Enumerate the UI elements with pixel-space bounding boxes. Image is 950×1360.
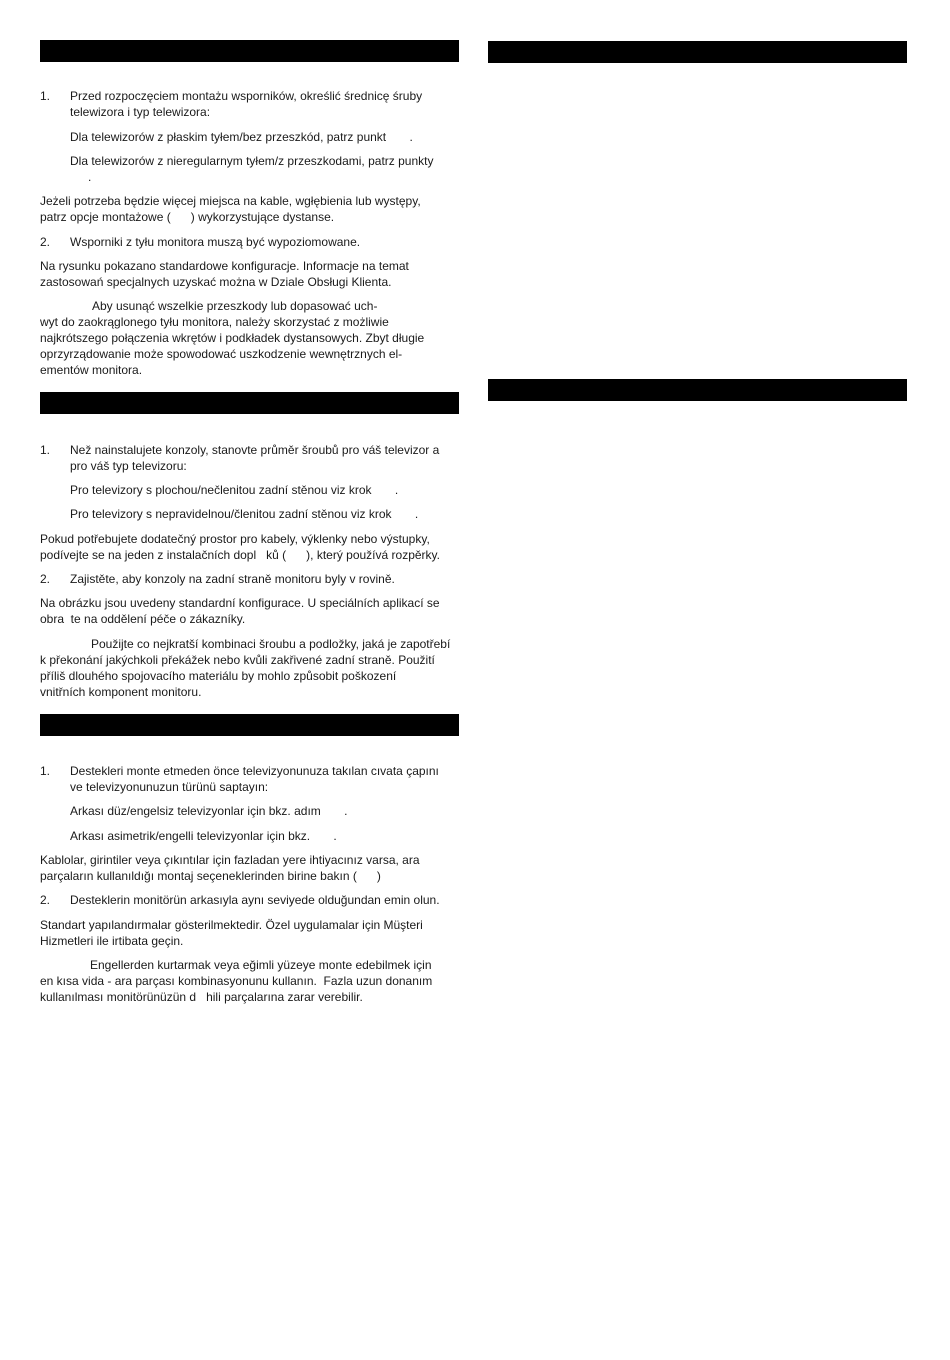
polish-caution-line3: najkrótszego połączenia wkrętów i podkładek dystansowych. Zbyt długie	[40, 331, 425, 345]
polish-step1-line2: telewizora i typ telewizora:	[70, 105, 211, 119]
step-1-number: 1.	[40, 764, 51, 778]
czech-extra-space-line2: podívejte se na jeden z instalačních dopl ků ( ), který používá rozpěrky.	[40, 548, 440, 562]
czech-figure-note-line2: obra te na oddělení péče o zákazníky.	[40, 612, 246, 626]
step-1-number: 1.	[40, 443, 51, 457]
polish-extra-space-line2: patrz opcje montażowe ( ) wykorzystujące dystanse.	[40, 210, 335, 224]
polish-figure-note-line2: zastosowań specjalnych uzyskać można w Dziale Obsługi Klienta.	[40, 275, 392, 289]
polish-caution-line4: oprzyrządowanie może spowodować uszkodzenie wewnętrznych el-	[40, 347, 403, 361]
step-2-number: 2.	[40, 893, 51, 907]
right-section-header-bar-top	[488, 41, 907, 63]
polish-step2: Wsporniki z tyłu monitora muszą być wypoziomowane.	[70, 235, 361, 249]
polish-step1-line1: Przed rozpoczęciem montażu wsporników, określić średnicę śruby	[70, 89, 423, 103]
czech-section-header-bar	[40, 392, 459, 414]
right-section-header-bar-middle	[488, 379, 907, 401]
turkish-step1-line2: ve televizyonunuzun türünü saptayın:	[70, 780, 269, 794]
polish-irregular-back: Dla telewizorów z nieregularnym tyłem/z przeszkodami, patrz punkty	[70, 154, 434, 168]
turkish-caution-line1: Engellerden kurtarmak veya eğimli yüzeye monte edebilmek için	[90, 958, 432, 972]
czech-step1-line1: Než nainstalujete konzoly, stanovte průměr šroubů pro váš televizor a	[70, 443, 440, 457]
polish-figure-note-line1: Na rysunku pokazano standardowe konfiguracje. Informacje na temat	[40, 259, 409, 273]
polish-extra-space-line1: Jeżeli potrzeba będzie więcej miejsca na kable, wgłębienia lub występy,	[40, 194, 421, 208]
polish-caution-line2: wyt do zaokrąglonego tyłu monitora, należy skorzystać z możliwie	[40, 315, 389, 329]
turkish-figure-note-line1: Standart yapılandırmalar gösterilmektedir. Özel uygulamalar için Müşteri	[40, 918, 423, 932]
step-1-number: 1.	[40, 89, 51, 103]
czech-extra-space-line1: Pokud potřebujete dodatečný prostor pro kabely, výklenky nebo výstupky,	[40, 532, 430, 546]
turkish-step1-line1: Destekleri monte etmeden önce televizyonunuza takılan cıvata çapını	[70, 764, 439, 778]
czech-step1-line2: pro váš typ televizoru:	[70, 459, 187, 473]
turkish-irregular-back: Arkası asimetrik/engelli televizyonlar için bkz. .	[70, 829, 337, 843]
step-2-number: 2.	[40, 572, 51, 586]
polish-section-header-bar	[40, 40, 459, 62]
polish-caution-line1: Aby usunąć wszelkie przeszkody lub dopasować uch-	[92, 299, 378, 313]
czech-step2: Zajistěte, aby konzoly na zadní straně monitoru byly v rovině.	[70, 572, 395, 586]
czech-figure-note-line1: Na obrázku jsou uvedeny standardní konfigurace. U speciálních aplikací se	[40, 596, 440, 610]
turkish-extra-space-line1: Kablolar, girintiler veya çıkıntılar için fazladan yere ihtiyacınız varsa, ara	[40, 853, 420, 867]
polish-caution-line5: ementów monitora.	[40, 363, 143, 377]
czech-caution-line2: k překonání jakýchkoli překážek nebo kvůli zakřivené zadní straně. Použití	[40, 653, 435, 667]
turkish-figure-note-line2: Hizmetleri ile irtibata geçin.	[40, 934, 184, 948]
czech-caution-line3: příliš dlouhého spojovacího materiálu by mohlo způsobit poškození	[40, 669, 397, 683]
step-2-number: 2.	[40, 235, 51, 249]
czech-caution-line4: vnitřních komponent monitoru.	[40, 685, 202, 699]
turkish-flat-back: Arkası düz/engelsiz televizyonlar için bkz. adım .	[70, 804, 348, 818]
turkish-caution-line3: kullanılması monitörünüzün d hili parçalarına zarar verebilir.	[40, 990, 363, 1004]
turkish-step2: Desteklerin monitörün arkasıyla aynı seviyede olduğundan emin olun.	[70, 893, 440, 907]
polish-flat-back: Dla telewizorów z płaskim tyłem/bez przeszkód, patrz punkt .	[70, 130, 413, 144]
czech-irregular-back: Pro televizory s nepravidelnou/členitou zadní stěnou viz krok .	[70, 507, 419, 521]
czech-flat-back: Pro televizory s plochou/nečlenitou zadní stěnou viz krok .	[70, 483, 399, 497]
turkish-section-header-bar	[40, 714, 459, 736]
czech-caution-line1: Použijte co nejkratší kombinaci šroubu a podložky, jaká je zapotřebí	[91, 637, 451, 651]
turkish-extra-space-line2: parçaların kullanıldığı montaj seçeneklerinden birine bakın ( )	[40, 869, 381, 883]
turkish-caution-line2: en kısa vida - ara parçası kombinasyonunu kullanın. Fazla uzun donanım	[40, 974, 433, 988]
polish-irregular-back-end: .	[88, 170, 92, 184]
